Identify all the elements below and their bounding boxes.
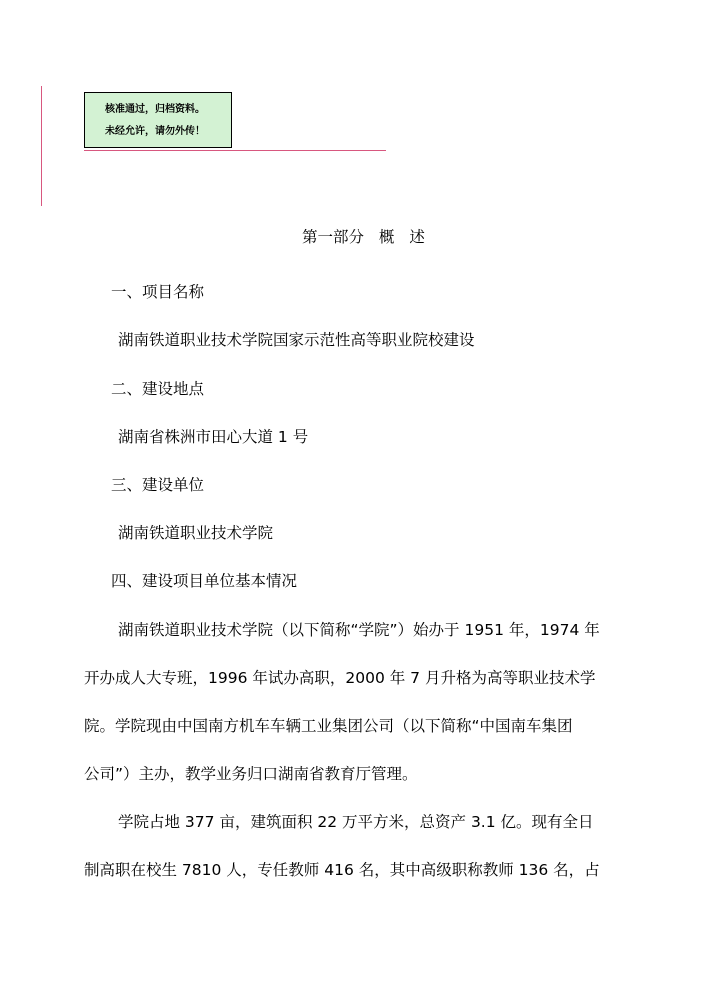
paragraph-2-line-2: 制高职在校生 7810 人，专任教师 416 名，其中高级职称教师 136 名，占 — [84, 861, 600, 879]
section-3-text: 湖南铁道职业技术学院 — [118, 524, 274, 542]
section-4-heading: 四、建设项目单位基本情况 — [111, 572, 298, 590]
stamp-line-2: 未经允许，请勿外传！ — [105, 126, 205, 137]
paragraph-1-line-1: 湖南铁道职业技术学院（以下简称“学院”）始办于 1951 年，1974 年 — [118, 621, 600, 639]
paragraph-1-line-3: 院。学院现由中国南方机车车辆工业集团公司（以下简称“中国南车集团 — [84, 717, 573, 735]
section-1-heading: 一、项目名称 — [111, 283, 205, 301]
paragraph-1-line-4: 公司”）主办，教学业务归口湖南省教育厅管理。 — [84, 765, 418, 783]
section-2-heading: 二、建设地点 — [111, 380, 205, 398]
approval-stamp — [84, 92, 232, 148]
section-3-heading: 三、建设单位 — [111, 476, 205, 494]
paragraph-1-line-2: 开办成人大专班，1996 年试办高职，2000 年 7 月升格为高等职业技术学 — [84, 669, 596, 687]
page-title: 第一部分 概 述 — [302, 228, 425, 246]
stamp-line-1: 核准通过，归档资料。 — [105, 104, 205, 115]
margin-rule — [41, 86, 42, 206]
section-2-text: 湖南省株洲市田心大道 1 号 — [118, 428, 309, 446]
stamp-underline — [84, 150, 386, 151]
section-1-text: 湖南铁道职业技术学院国家示范性高等职业院校建设 — [118, 331, 475, 349]
paragraph-2-line-1: 学院占地 377 亩，建筑面积 22 万平方米，总资产 3.1 亿。现有全日 — [118, 813, 594, 831]
